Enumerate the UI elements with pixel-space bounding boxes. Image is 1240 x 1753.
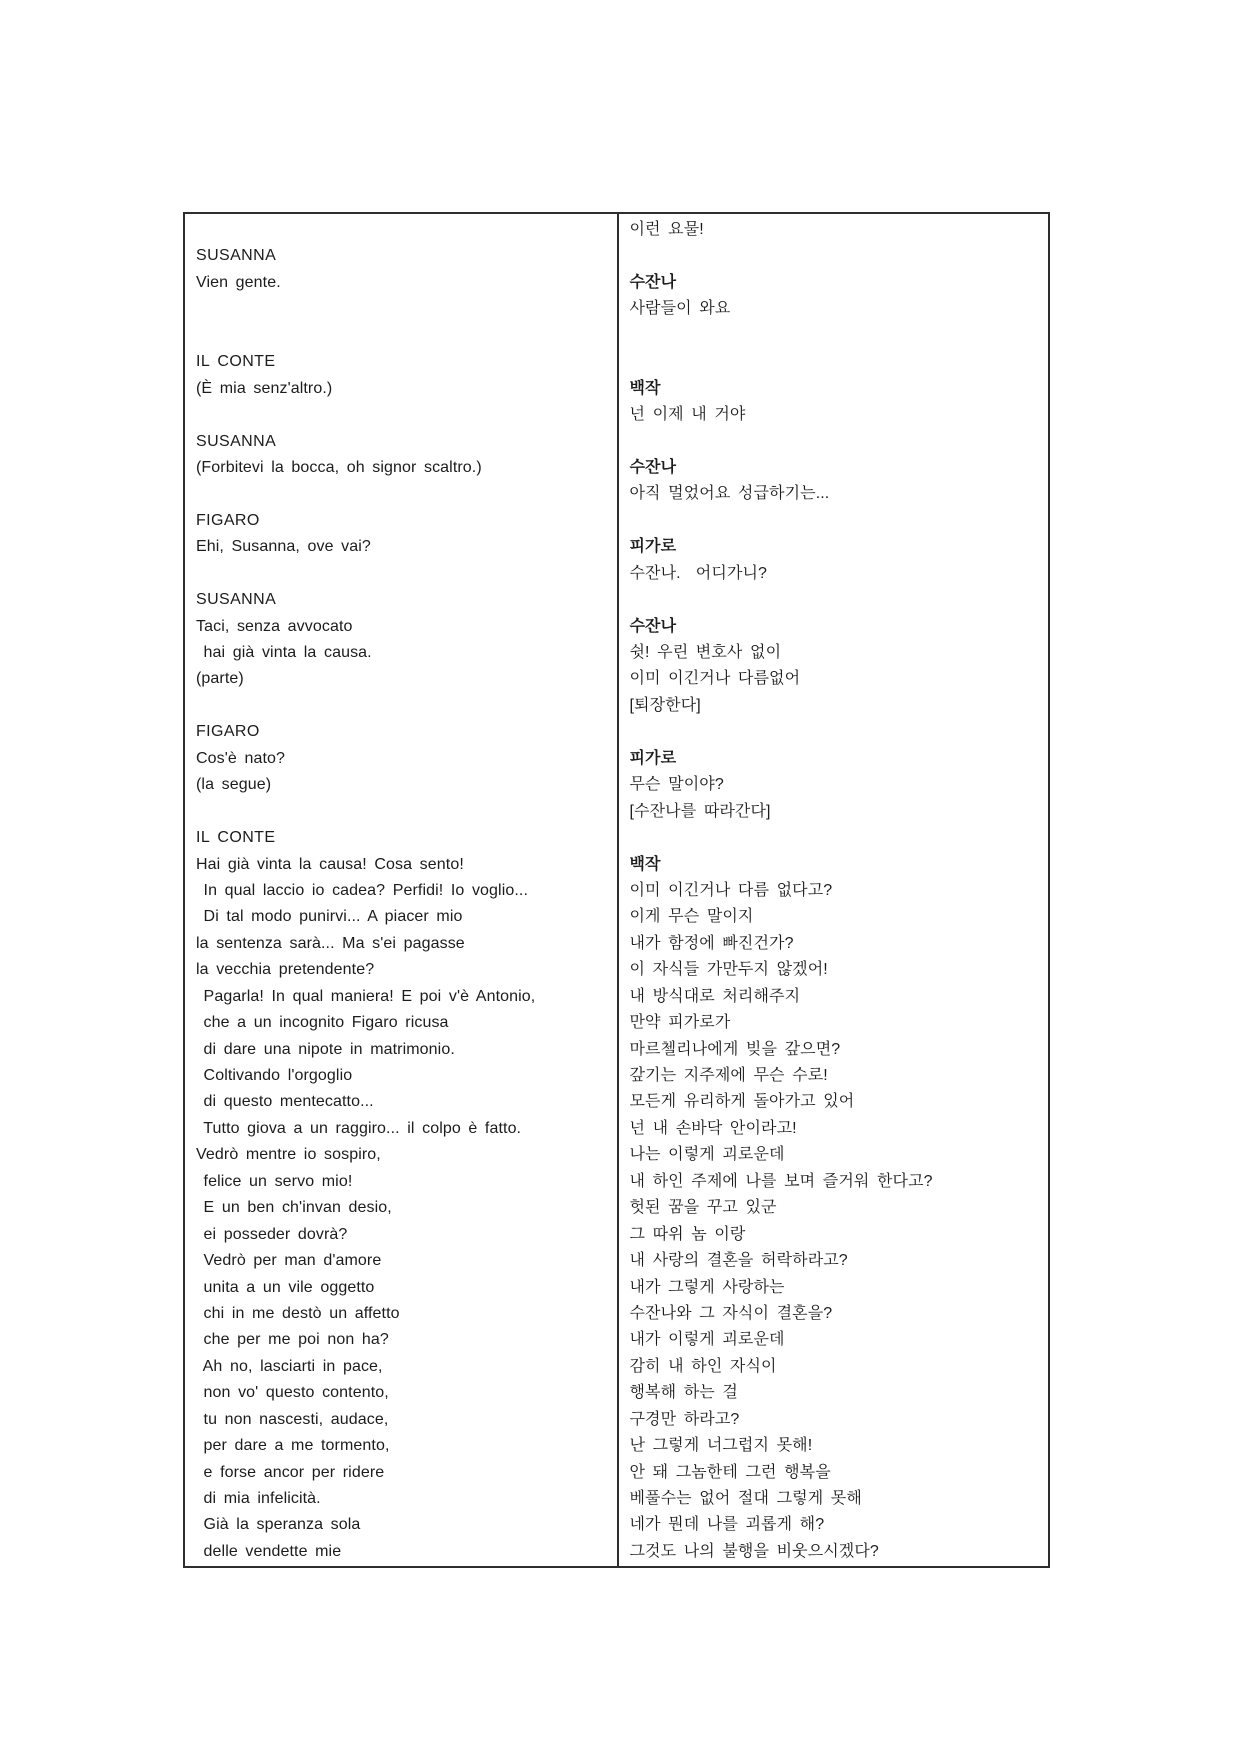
text-line: Coltivando l'orgoglio [196, 1067, 353, 1084]
speaker-name: 피가로 [629, 538, 677, 556]
korean-column [617, 214, 1049, 1566]
text-line: che a un incognito Figaro ricusa [196, 1014, 449, 1032]
blank-line [196, 799, 611, 825]
blank-line [630, 508, 1043, 534]
text-line: 헛된 꿈을 꾸고 있군 [629, 1199, 777, 1217]
libretto-translation-table [183, 212, 1050, 1568]
text-line: 난 그렇게 너그럽지 못해! [629, 1437, 813, 1455]
text-line: che per me poi non ha? [196, 1331, 389, 1349]
text-line: (parte) [196, 670, 244, 688]
text-line: 그 따위 놈 이랑 [629, 1225, 746, 1243]
text-line: 갚기는 지주제에 무슨 수로! [629, 1067, 828, 1084]
text-line: la sentenza sarà... Ma s'ei pagasse [196, 934, 465, 952]
text-line: 이게 무슨 말이지 [629, 908, 754, 926]
speaker-name: SUSANNA [196, 432, 277, 450]
blank-line [196, 481, 611, 507]
speaker-name: FIGARO [196, 511, 260, 529]
text-line: 나는 이렇게 괴로운데 [629, 1146, 785, 1164]
text-line: 베풀수는 없어 절대 그렇게 못해 [629, 1490, 862, 1507]
blank-line [196, 296, 611, 322]
text-line: 행복해 하는 걸 [629, 1384, 738, 1402]
blank-line [630, 825, 1043, 851]
speaker-name: 수잔나 [629, 458, 677, 476]
text-line: (Forbitevi la bocca, oh signor scaltro.) [196, 458, 482, 476]
text-line: unita a un vile oggetto [196, 1278, 375, 1296]
text-line: 내 방식대로 처리해주지 [629, 987, 801, 1005]
text-line: [수잔나를 따라간다] [629, 802, 771, 820]
text-line: 네가 뭔데 나를 괴롭게 해? [629, 1516, 825, 1534]
text-line: 이 자식들 가만두지 않겠어! [629, 961, 828, 979]
text-line: 쉿! 우린 변호사 없이 [629, 644, 782, 661]
blank-line [196, 561, 611, 587]
text-line: di questo mentecatto... [196, 1093, 374, 1111]
speaker-name: IL CONTE [196, 829, 276, 847]
blank-line [630, 719, 1043, 745]
text-line: la vecchia pretendente? [196, 961, 375, 979]
text-line: delle vendette mie [196, 1542, 342, 1560]
text-line: Già la speranza sola [196, 1516, 361, 1534]
text-line: 구경만 하라고? [629, 1410, 740, 1428]
text-line: 넌 이제 내 거야 [629, 406, 746, 424]
italian-column [185, 214, 617, 1566]
text-line: (È mia senz'altro.) [196, 379, 333, 397]
text-line: Ehi, Susanna, ove vai? [196, 538, 371, 556]
text-line: 무슨 말이야? [629, 776, 724, 794]
text-line: 내 하인 주제에 나를 보며 즐거워 한다고? [629, 1172, 933, 1190]
text-line: 안 돼 그놈한테 그런 행복을 [629, 1463, 831, 1481]
text-line: chi in me destò un affetto [196, 1304, 400, 1322]
text-line: 이미 이긴거나 다름없어 [629, 670, 801, 688]
text-line: 내가 그렇게 사랑하는 [629, 1278, 785, 1296]
blank-line [630, 323, 1043, 349]
text-line: Di tal modo punirvi... A piacer mio [196, 908, 463, 926]
text-line: [퇴장한다] [629, 696, 701, 714]
text-line: 만약 피가로가 [629, 1014, 731, 1032]
blank-line [630, 429, 1043, 455]
text-line: E un ben ch'invan desio, [196, 1199, 392, 1217]
text-line: di dare una nipote in matrimonio. [196, 1040, 455, 1058]
text-line: Vien gente. [196, 273, 281, 291]
text-line: 내 사랑의 결혼을 허락하라고? [629, 1252, 848, 1270]
text-line: 감히 내 하인 자식이 [629, 1357, 777, 1375]
text-line: ei posseder dovrà? [196, 1225, 348, 1243]
text-line: 이런 요물! [629, 221, 704, 238]
text-line: non vo' questo contento, [196, 1384, 389, 1402]
speaker-name: 피가로 [629, 749, 677, 767]
text-line: (la segue) [196, 776, 272, 794]
speaker-name: SUSANNA [196, 591, 277, 609]
blank-line [630, 349, 1043, 375]
speaker-name: 수잔나 [629, 617, 677, 635]
text-line: 모든게 유리하게 돌아가고 있어 [629, 1093, 855, 1111]
text-line: Tutto giova a un raggiro... il colpo è fatto. [196, 1119, 522, 1137]
text-line: 넌 내 손바닥 안이라고! [629, 1119, 797, 1137]
text-line: Pagarla! In qual maniera! E poi v'è Antonio, [196, 987, 536, 1005]
text-line: tu non nascesti, audace, [196, 1410, 389, 1428]
text-line: Taci, senza avvocato [196, 617, 353, 635]
blank-line [630, 587, 1043, 613]
text-line: 아직 멀었어요 성급하기는... [629, 485, 830, 503]
text-line: 수잔나와 그 자식이 결혼을? [629, 1304, 833, 1322]
text-line: 사람들이 와요 [629, 300, 731, 318]
speaker-name: IL CONTE [196, 353, 276, 371]
text-line: 내가 이렇게 괴로운데 [629, 1331, 785, 1349]
blank-line [630, 243, 1043, 269]
text-line: e forse ancor per ridere [196, 1463, 385, 1481]
speaker-name: 백작 [629, 379, 661, 397]
text-line: Vedrò mentre io sospiro, [196, 1146, 381, 1164]
text-line: 수잔나. 어디가니? [629, 564, 768, 582]
blank-line [196, 693, 611, 719]
speaker-name: FIGARO [196, 723, 260, 741]
blank-line [196, 217, 611, 243]
text-line: Vedrò per man d'amore [196, 1252, 382, 1270]
text-line: 그것도 나의 불행을 비웃으시겠다? [629, 1542, 879, 1560]
speaker-name: SUSANNA [196, 247, 277, 265]
blank-line [196, 323, 611, 349]
text-line: Ah no, lasciarti in pace, [196, 1357, 383, 1375]
text-line: Cos'è nato? [196, 749, 285, 767]
speaker-name: 백작 [629, 855, 661, 873]
text-line: per dare a me tormento, [196, 1437, 390, 1455]
text-line: hai già vinta la causa. [196, 644, 372, 661]
text-line: felice un servo mio! [196, 1172, 353, 1190]
blank-line [196, 402, 611, 428]
text-line: 마르첼리나에게 빚을 갚으면? [629, 1040, 841, 1058]
text-line: di mia infelicità. [196, 1490, 321, 1507]
text-line: 이미 이긴거나 다름 없다고? [629, 881, 833, 899]
text-line: 내가 함정에 빠진건가? [629, 934, 794, 952]
speaker-name: 수잔나 [629, 273, 677, 291]
text-line: Hai già vinta la causa! Cosa sento! [196, 855, 464, 873]
text-line: In qual laccio io cadea? Perfidi! Io voglio... [196, 881, 528, 899]
